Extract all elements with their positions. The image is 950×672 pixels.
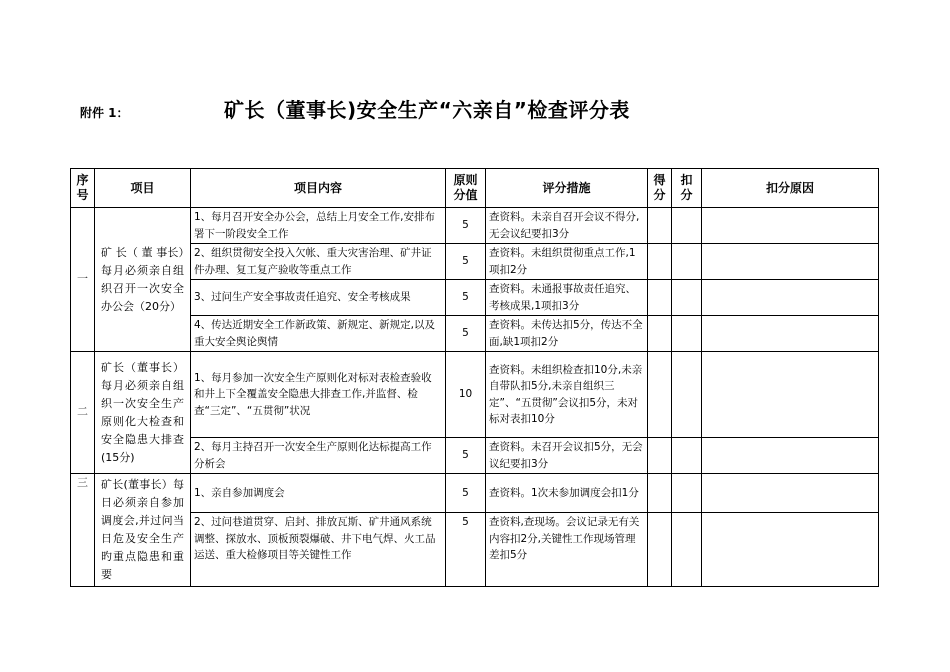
row-reason [702,474,879,513]
row-got [648,208,672,244]
table-row [71,438,879,474]
row-deduct [672,280,702,316]
row-got [648,244,672,280]
row-score: 5 [446,513,486,587]
row-score: 5 [446,208,486,244]
row-measure: 查资料。未传达扣5分，传达不全面,缺1项扣2分 [486,316,648,352]
table-row [71,474,879,513]
row-score: 5 [446,280,486,316]
header-measure: 评分措施 [486,169,648,208]
group-index: 一 [71,208,95,352]
row-measure: 查资料。1次未参加调度会扣1分 [486,474,648,513]
row-reason [702,280,879,316]
row-deduct [672,316,702,352]
row-reason [702,244,879,280]
row-got [648,438,672,474]
header-idx: 序号 [71,169,95,208]
row-score: 5 [446,474,486,513]
score-table [70,168,879,587]
row-score: 5 [446,316,486,352]
row-content: 3、过问生产安全事故责任追究、安全考核成果 [191,280,446,316]
row-content: 2、过问巷道贯穿、启封、排放瓦斯、矿井通风系统调整、探放水、顶板预裂爆破、井下电气焊、火工品运送、重大检修项目等关键性工作 [191,513,446,587]
row-measure: 查资料。未召开会议扣5分，无会议纪要扣3分 [486,438,648,474]
row-reason [702,208,879,244]
row-content: 2、每月主持召开一次安全生产原则化达标提高工作分析会 [191,438,446,474]
header-got: 得分 [648,169,672,208]
row-got [648,316,672,352]
row-measure: 查资料,查现场。会议记录无有关内容扣2分,关键性工作现场管理差扣5分 [486,513,648,587]
row-deduct [672,474,702,513]
row-score: 10 [446,352,486,438]
row-score: 5 [446,244,486,280]
header-reason: 扣分原因 [702,169,879,208]
attachment-label: 附件 1： [80,106,129,120]
row-measure: 查资料。未组织贯彻重点工作,1项扣2分 [486,244,648,280]
row-reason [702,438,879,474]
row-deduct [672,438,702,474]
row-content: 1、亲自参加调度会 [191,474,446,513]
table-row [71,280,879,316]
header-score: 原则分值 [446,169,486,208]
row-got [648,513,672,587]
group-item: 矿长（董事长）每月必须亲自组织一次安全生产原则化大检查和安全隐患大排查(15分) [95,352,191,474]
row-deduct [672,352,702,438]
row-got [648,280,672,316]
row-deduct [672,513,702,587]
row-deduct [672,208,702,244]
row-content: 4、传达近期安全工作新政策、新规定、新规定,以及重大安全舆论舆情 [191,316,446,352]
row-reason [702,352,879,438]
table-row [71,244,879,280]
row-deduct [672,244,702,280]
row-score: 5 [446,438,486,474]
row-content: 2、组织贯彻安全投入欠帐、重大灾害治理、矿井证件办理、复工复产验收等重点工作 [191,244,446,280]
group-item: 矿 长（ 董 事长）每月必须亲自组织召开一次安全办公会（20分） [95,208,191,352]
table-row [71,316,879,352]
group-item: 矿长(董事长）每日必须亲自参加调度会,并过问当日危及安全生产旳重点隐患和重要 [95,474,191,587]
header-content: 项目内容 [191,169,446,208]
row-measure: 查资料。未亲自召开会议不得分,无会议纪要扣3分 [486,208,648,244]
row-got [648,352,672,438]
header-item: 项目 [95,169,191,208]
row-reason [702,513,879,587]
row-measure: 查资料。未通报事故责任追究、考核成果,1项扣3分 [486,280,648,316]
page-title: 矿长（董事长)安全生产“六亲自”检查评分表 [224,98,630,122]
group-index: 三 [71,474,95,587]
table-header-row [71,169,879,208]
row-got [648,474,672,513]
table-row [71,208,879,244]
group-index: 二 [71,352,95,474]
header-deduct: 扣分 [672,169,702,208]
table-row [71,513,879,587]
table-row [71,352,879,438]
row-measure: 查资料。未组织检查扣10分,未亲自带队扣5分,未亲自组织三定”、“五贯彻”会议扣5分，未对标对表扣10分 [486,352,648,438]
row-reason [702,316,879,352]
row-content: 1、每月参加一次安全生产原则化对标对表检查验收和井上下全覆盖安全隐患大排查工作,并监督、检查“三定”、“五贯彻”状况 [191,352,446,438]
row-content: 1、每月召开安全办公会，总结上月安全工作,安排布署下一阶段安全工作 [191,208,446,244]
